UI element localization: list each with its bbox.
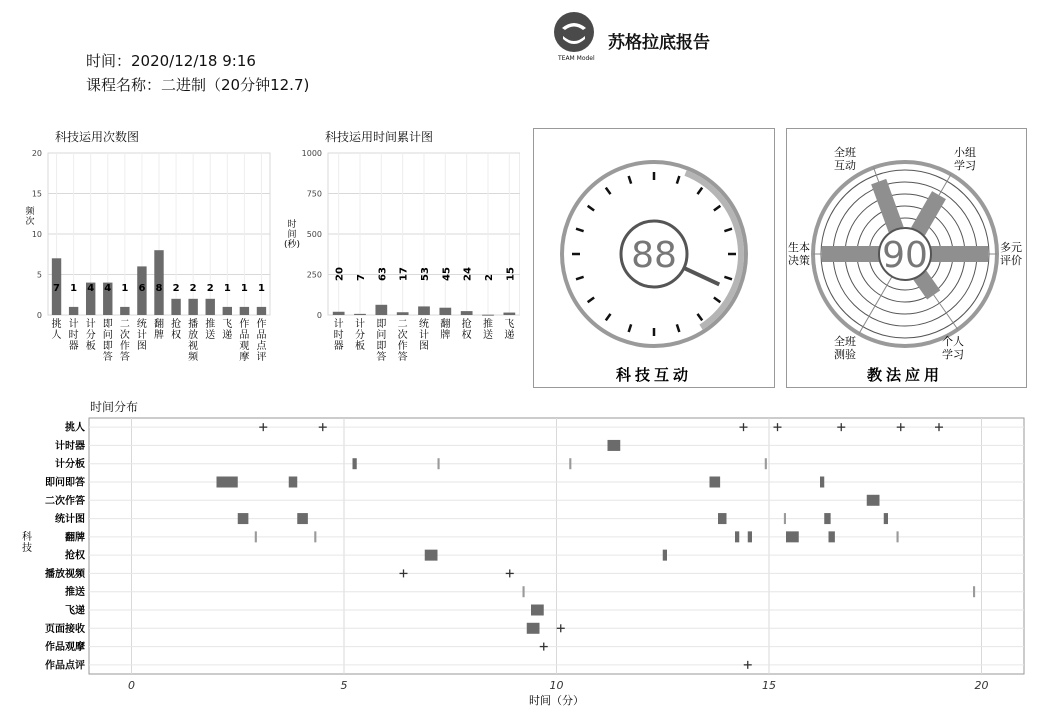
team-model-logo-icon [550,10,602,62]
row-label: 挑人 [65,422,85,434]
time-segment [527,623,540,634]
time-segment [718,513,727,524]
y-tick-label: 500 [306,230,322,239]
x-tick-label: 作品观摩 [239,319,250,363]
bar [257,307,266,315]
data-label: 4 [104,283,112,294]
x-axis-label: 时间（分） [529,694,584,707]
y-axis-label: 时 [287,220,297,230]
radar-bar [920,275,934,295]
usage-time-chart-title: 科技运用时间累计图 [325,130,434,144]
y-axis-label: 间 [287,230,297,240]
data-label: 20 [334,267,346,281]
x-tick-label: 作品点评 [256,319,267,363]
y-tick-label: 15 [31,189,42,199]
row-label: 二次作答 [45,495,85,507]
data-label: 1 [70,283,78,294]
usage-time-chart [280,145,520,380]
radar-value: 90 [882,235,928,276]
x-tick-label: 15 [762,679,776,692]
bar [482,315,494,316]
x-tick-label: 挑人 [51,319,62,341]
x-tick-label: 即问即答 [376,319,387,363]
tech-interaction-panel [533,128,775,388]
time-segment [531,605,544,616]
gauge-tick [588,297,594,302]
time-segment [784,513,786,524]
radar-axis-label: 生本决策 [788,241,810,267]
gauge-tick [677,176,679,184]
data-label: 1 [121,283,129,294]
bar [333,312,345,315]
x-tick-label: 即问即答 [102,319,113,363]
bar [223,307,232,315]
time-segment [217,477,238,488]
data-label: 17 [398,267,410,281]
x-tick-label: 5 [340,679,348,692]
x-tick-label: 推送 [483,319,493,341]
data-label: 1 [257,283,265,294]
lesson-time: 时间：2020/12/18 9:16 [86,52,256,70]
data-label: 7 [356,274,367,281]
data-label: 1 [223,283,231,294]
data-label: 8 [155,283,163,294]
radar-axis-label: 小组学习 [954,146,976,172]
time-segment [238,513,249,524]
data-label: 2 [189,283,197,294]
row-label: 作品点评 [45,660,85,672]
gauge-tick [606,314,611,320]
time-segment [884,513,888,524]
data-label: 2 [484,274,495,281]
gauge-tick [629,324,631,332]
radar-axis-label: 个人学习 [942,335,964,361]
time-segment [786,531,799,542]
radar-bar [918,195,939,231]
time-segment [735,531,739,542]
x-tick-label: 统计图 [136,319,147,352]
row-label: 播放视频 [45,568,85,580]
teaching-method-radar [787,129,1026,387]
row-label: 计时器 [55,440,85,452]
bar [240,307,249,315]
data-label: 7 [53,283,61,294]
bar [439,308,451,315]
data-label: 4 [87,283,95,294]
usage-count-chart-title: 科技运用次数图 [55,130,140,144]
time-segment [973,586,975,597]
gauge-tick [714,297,720,302]
teaching-method-panel [786,128,1027,388]
time-segment [710,477,721,488]
radar-axis-label: 多元评价 [1000,241,1022,267]
data-label: 15 [505,267,517,281]
x-tick-label: 二次作答 [119,319,130,363]
row-label: 翻牌 [65,532,85,544]
x-tick-label: 播放视频 [188,319,199,363]
bar [188,299,197,315]
x-tick-label: 10 [549,679,564,692]
report-title: 苏格拉底报告 [608,33,710,53]
y-tick-label: 0 [316,311,322,320]
gauge-tick [697,188,702,194]
data-label: 45 [441,267,453,281]
row-label: 统计图 [55,514,85,526]
course-name: 课程名称：二进制（20分钟12.7) [86,76,310,94]
time-segment [608,440,621,451]
gauge-tick [714,206,720,211]
y-tick-label: 10 [31,230,42,239]
gauge-title: 科技互动 [615,366,693,384]
x-tick-label: 计时器 [333,319,344,352]
time-distribution-chart [15,412,1030,712]
x-tick-label: 抢权 [461,319,472,341]
time-segment [297,513,308,524]
time-segment [353,458,357,469]
time-segment [824,513,830,524]
gauge-value: 88 [631,235,677,276]
time-segment [314,531,316,542]
y-axis-label: 科技 [22,532,32,554]
x-tick-label: 二次作答 [397,319,408,363]
gauge-tick [588,206,594,211]
y-tick-label: 0 [36,311,42,320]
row-label: 计分板 [55,459,85,471]
time-segment [748,531,752,542]
x-tick-label: 0 [128,679,135,692]
bar [418,306,430,315]
gauge-tick [576,229,584,231]
x-tick-label: 翻牌 [154,319,164,341]
bar [375,305,387,315]
time-segment [425,550,438,561]
gauge-tick [724,277,732,279]
time-segment [897,531,899,542]
bar [69,307,78,315]
data-label: 1 [240,283,248,294]
y-axis-label: 频次 [25,207,35,227]
gauge-tick [606,188,611,194]
bar [171,299,180,315]
x-tick-label: 翻牌 [440,319,451,341]
time-segment [255,531,257,542]
y-tick-label: 20 [31,149,42,158]
x-tick-label: 计时器 [68,319,79,352]
row-label: 页面接收 [45,623,85,635]
time-segment [663,550,667,561]
row-label: 抢权 [65,550,85,562]
x-tick-label: 20 [974,679,989,692]
row-label: 飞递 [65,605,85,617]
time-distribution-title: 时间分布 [90,400,139,414]
time-segment [523,586,525,597]
data-label: 2 [172,283,180,294]
tech-interaction-gauge [534,129,774,387]
gauge-needle [681,267,719,285]
logo [550,10,602,62]
x-tick-label: 飞递 [504,319,515,341]
y-axis-label: (秒) [283,240,301,250]
time-segment [765,458,767,469]
y-tick-label: 1000 [301,149,322,158]
radar-axis-label: 全班测验 [834,335,856,361]
y-tick-label: 5 [36,270,42,280]
gauge-tick [677,324,679,332]
time-segment [867,495,880,506]
logo-text: TEAM Model [558,55,595,62]
time-segment [289,477,298,488]
bar [461,311,473,315]
usage-count-chart [20,145,280,380]
row-label: 推送 [65,587,85,599]
row-label: 即问即答 [45,477,85,489]
y-tick-label: 750 [306,189,322,199]
time-segment [820,477,824,488]
y-tick-label: 250 [306,270,322,280]
time-segment [829,531,835,542]
radar-title: 教法应用 [866,366,944,384]
gauge-tick [697,314,702,320]
bar [503,313,515,315]
data-label: 63 [377,267,389,281]
gauge-tick [576,277,584,279]
radar-bar [879,182,896,230]
gauge-tick [629,176,631,184]
x-tick-label: 飞递 [222,319,233,341]
row-label: 作品观摩 [45,642,85,654]
bar [354,314,366,315]
x-tick-label: 统计图 [419,319,429,352]
x-tick-label: 计分板 [85,319,96,352]
gauge-tick [724,229,732,231]
radar-axis-label: 全班互动 [834,146,856,172]
data-label: 53 [420,267,431,281]
x-tick-label: 抢权 [171,319,182,341]
data-label: 24 [462,267,474,281]
bar [397,312,409,315]
x-tick-label: 计分板 [355,319,365,352]
time-segment [438,458,440,469]
data-label: 6 [138,283,146,294]
data-label: 2 [206,283,214,294]
x-tick-label: 推送 [205,319,216,341]
time-segment [569,458,571,469]
bar [120,307,129,315]
bar [206,299,215,315]
